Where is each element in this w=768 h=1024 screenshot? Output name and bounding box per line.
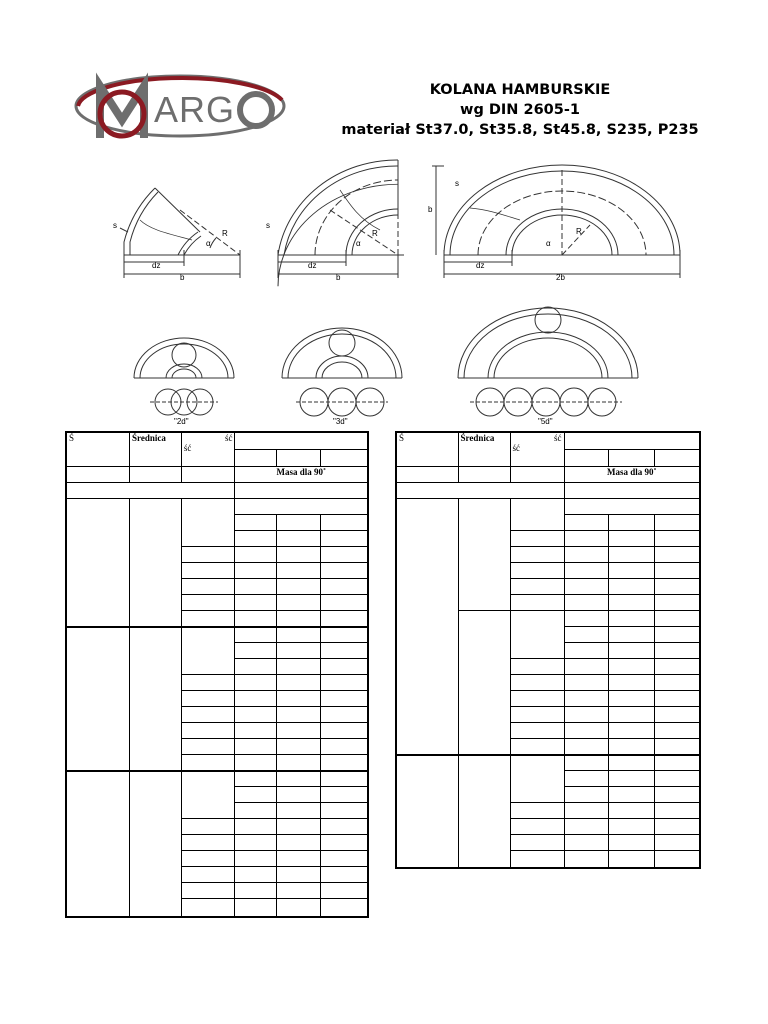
title-line-1: KOLANA HAMBURSKIE <box>429 82 611 98</box>
right-header-col2: Średnica <box>458 432 510 467</box>
label-2b-3: 2b <box>556 273 565 282</box>
variant-3d-label: "3d" <box>333 417 348 426</box>
right-header-col3 <box>510 432 564 467</box>
margo-logo <box>72 66 292 148</box>
label-dz-2: dz <box>308 261 317 270</box>
label-b-2: b <box>336 273 341 282</box>
left-header-top <box>235 432 368 450</box>
left-header-col3a: ść <box>224 433 233 443</box>
left-header-col1: Ś <box>66 432 130 467</box>
document-title <box>320 80 720 140</box>
right-header-col3a: ść <box>554 433 562 443</box>
label-R-2: R <box>372 229 378 238</box>
variant-2d-label: "2d" <box>174 417 189 426</box>
title-line-3: materiał St37.0, St35.8, St45.8, S235, P235 <box>341 122 699 138</box>
left-header-col2: Średnica <box>130 432 182 467</box>
right-spec-table <box>395 431 701 869</box>
left-spec-table <box>65 431 369 918</box>
label-R-1: R <box>222 229 228 238</box>
right-mass-label: Masa dla 90˚ <box>564 467 700 483</box>
right-header-col1: Ś <box>396 432 458 467</box>
elbow-technical-drawings <box>0 150 768 430</box>
label-s-1: s <box>113 221 117 230</box>
right-header-col3b: ść <box>512 443 520 453</box>
left-header-col3 <box>181 432 235 467</box>
label-alpha-2: α <box>356 239 361 248</box>
label-s-3: s <box>455 179 459 188</box>
variant-3d-drawing <box>282 328 402 416</box>
left-header-col3b: ść <box>183 443 192 453</box>
variant-2d-drawing <box>134 338 234 415</box>
label-b-1: b <box>180 273 185 282</box>
variant-5d-drawing <box>458 307 638 416</box>
label-s-2: s <box>266 221 270 230</box>
label-alpha-3: α <box>546 239 551 248</box>
variant-5d-label: "5d" <box>538 417 553 426</box>
label-b-3: b <box>428 205 433 214</box>
svg-text:ARG: ARG <box>154 89 236 130</box>
elbow-180-drawing <box>432 165 680 278</box>
elbow-90-drawing <box>278 160 404 286</box>
left-mass-label: Masa dla 90˚ <box>235 467 368 483</box>
label-alpha-1: α <box>206 239 211 248</box>
label-dz-3: dz <box>476 261 485 270</box>
label-R-3: R <box>576 227 582 236</box>
right-header-top <box>564 432 700 450</box>
label-dz-1: dz <box>152 261 161 270</box>
title-line-2: wg DIN 2605-1 <box>460 102 580 118</box>
